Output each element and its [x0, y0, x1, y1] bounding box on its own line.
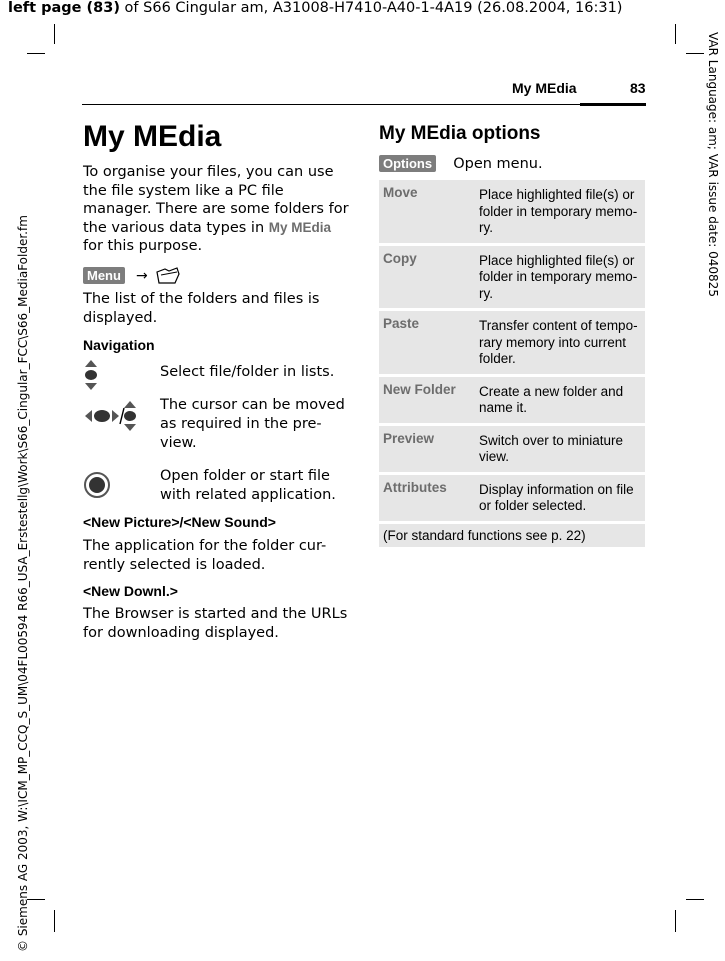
option-name: Move	[379, 180, 475, 244]
option-description: Display information on file or folder selected.	[475, 473, 645, 522]
header-rule-thick	[580, 103, 646, 106]
menu-softkey: Menu	[83, 267, 125, 284]
running-head-title: My MEdia	[512, 80, 577, 96]
menu-path	[83, 264, 181, 286]
new-picture-heading: <New Picture>/<New Sound>	[83, 514, 276, 530]
intro-highlight: My MEdia	[268, 219, 332, 235]
crop-mark	[686, 899, 704, 900]
table-row	[379, 180, 645, 244]
center-key-icon	[83, 471, 111, 499]
option-name: New Folder	[379, 375, 475, 424]
options-description: Open menu.	[453, 156, 543, 172]
table-row	[379, 473, 645, 522]
table-row	[379, 310, 645, 376]
table-row	[379, 424, 645, 473]
folder-icon	[155, 264, 181, 286]
crop-mark	[675, 910, 676, 932]
crop-mark	[54, 24, 55, 44]
options-title: My MEdia options	[379, 123, 541, 144]
table-footnote-row	[379, 522, 645, 548]
option-description: Create a new folder and name it.	[475, 375, 645, 424]
option-description: Place highlighted file(s) or folder in temporary memo-ry.	[475, 180, 645, 244]
new-downl-heading: <New Downl.>	[83, 583, 178, 599]
option-description: Place highlighted file(s) or folder in temporary memo-ry.	[475, 244, 645, 310]
var-language-info: VAR Language: am; VAR issue date: 040825	[706, 32, 720, 297]
crop-mark	[54, 910, 55, 932]
options-softkey: Options	[379, 155, 436, 172]
crop-mark	[675, 24, 676, 44]
nav-item-cursor: The cursor can be moved as required in the pre-view.	[160, 397, 345, 451]
new-picture-text: The application for the folder cur-rently selected is loaded.	[83, 538, 327, 573]
intro-text-2: for this purpose.	[83, 238, 203, 254]
crop-mark	[686, 53, 704, 54]
crop-mark	[27, 53, 45, 54]
nav-item-select: Select file/folder in lists.	[160, 364, 335, 380]
option-name: Attributes	[379, 473, 475, 522]
list-description: The list of the folders and files is displayed.	[83, 291, 320, 326]
nav-item-open: Open folder or start file with related application.	[160, 468, 336, 503]
table-row	[379, 375, 645, 424]
table-footnote: (For standard functions see p. 22)	[379, 522, 645, 548]
navigation-heading: Navigation	[83, 337, 155, 353]
print-header-bold: left page (83)	[8, 0, 120, 16]
option-name: Copy	[379, 244, 475, 310]
options-line	[379, 153, 543, 172]
print-header-rest: of S66 Cingular am, A31008-H7410-A40-1-4A19 (26.08.2004, 16:31)	[119, 0, 623, 16]
option-description: Switch over to miniature view.	[475, 424, 645, 473]
options-table	[379, 180, 645, 550]
copyright-path: © Siemens AG 2003, W:\ICM_MP_CCQ_S_UM\04FL00594 R66_USA_Erstestellg\Work\S66_Cingular_FCC\S66_MediaFolder.fm	[16, 215, 30, 952]
intro-text-1: To organise your files, you can use the file system like a PC file manager. There are some folders for the various data types in	[83, 164, 349, 236]
new-downl-text: The Browser is started and the URLs for downloading displayed.	[83, 606, 348, 641]
up-down-key-icon	[83, 359, 99, 391]
four-way-key-icon	[83, 400, 139, 432]
page-title: My MEdia	[83, 120, 222, 153]
option-description: Transfer content of tempo-rary memory into current folder.	[475, 310, 645, 376]
intro-paragraph	[83, 163, 351, 256]
table-row	[379, 244, 645, 310]
arrow-icon: →	[136, 267, 148, 284]
option-name: Preview	[379, 424, 475, 473]
page-number: 83	[630, 80, 646, 96]
print-header	[8, 0, 622, 16]
header-rule	[82, 104, 580, 105]
option-name: Paste	[379, 310, 475, 376]
